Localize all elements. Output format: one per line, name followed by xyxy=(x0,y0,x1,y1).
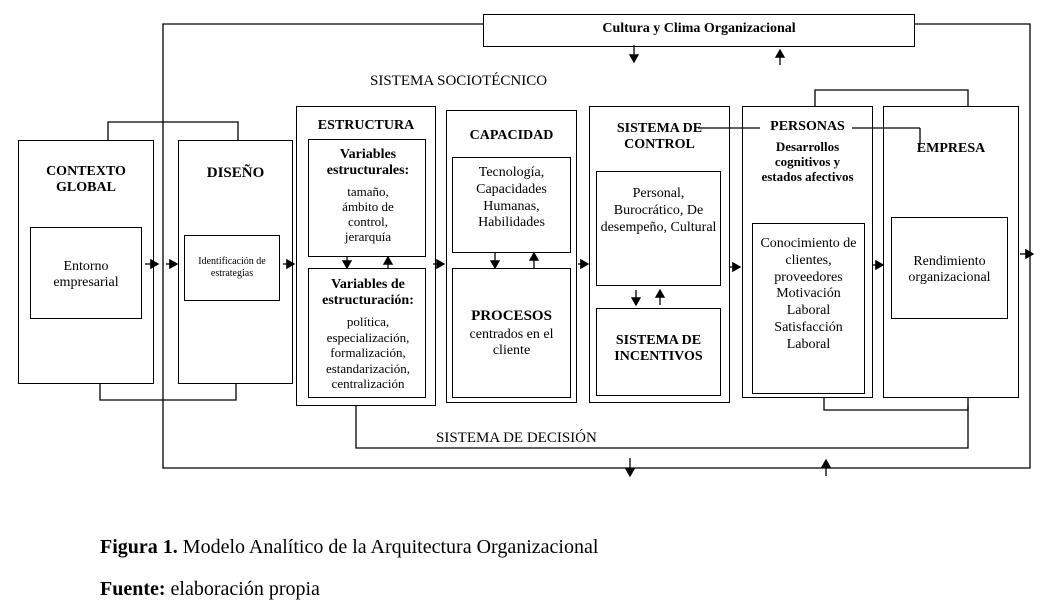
empresa-inner: Rendimiento organizacional xyxy=(908,254,991,286)
figure-caption xyxy=(100,536,598,559)
personas-inner: Conocimiento de clientes, proveedores Motivación Laboral Satisfacción Laboral xyxy=(760,236,857,352)
estructura-var2-title: Variables de estructuración: xyxy=(322,277,414,309)
personas-sub: Desarrollos cognitivos y estados afectivos xyxy=(761,139,854,184)
estructura-var1-title: Variables estructurales: xyxy=(326,147,410,179)
contexto-title: CONTEXTO GLOBAL xyxy=(46,164,126,196)
control-inner: Personal, Burocrático, De desempeño, Cultural xyxy=(600,186,717,235)
diseno-title: DISEÑO xyxy=(206,165,265,181)
incentivos-label: SISTEMA DE INCENTIVOS xyxy=(614,333,703,365)
empresa-title: EMPRESA xyxy=(916,141,986,156)
personas-title: PERSONAS xyxy=(770,119,845,134)
capacidad-inner: Tecnología, Capacidades Humanas, Habilidades xyxy=(476,165,547,231)
cultura-label: Cultura y Clima Organizacional xyxy=(602,21,796,36)
decision-label: SISTEMA DE DECISIÓN xyxy=(436,430,597,446)
capacidad-title: CAPACIDAD xyxy=(469,128,554,143)
source-label: Fuente: xyxy=(100,578,166,600)
procesos-title: PROCESOS xyxy=(471,308,552,324)
figure-text: Modelo Analítico de la Arquitectura Organizacional xyxy=(177,536,599,558)
contexto-inner: Entorno empresarial xyxy=(53,259,119,291)
procesos-text: centrados en el cliente xyxy=(469,327,554,359)
diseno-inner: Identificación de estrategias xyxy=(198,256,266,279)
control-title: SISTEMA DE CONTROL xyxy=(616,121,703,153)
sociotecnico-label: SISTEMA SOCIOTÉCNICO xyxy=(370,73,548,89)
source-caption xyxy=(100,578,320,601)
estructura-var1-items: tamaño, ámbito de control, jerarquía xyxy=(342,184,394,244)
figure-label: Figura 1. xyxy=(100,536,178,558)
estructura-title: ESTRUCTURA xyxy=(317,118,415,133)
source-text: elaboración propia xyxy=(165,578,320,600)
estructura-var2-items: política, especialización, formalización, estandarización, centralización xyxy=(325,314,411,392)
